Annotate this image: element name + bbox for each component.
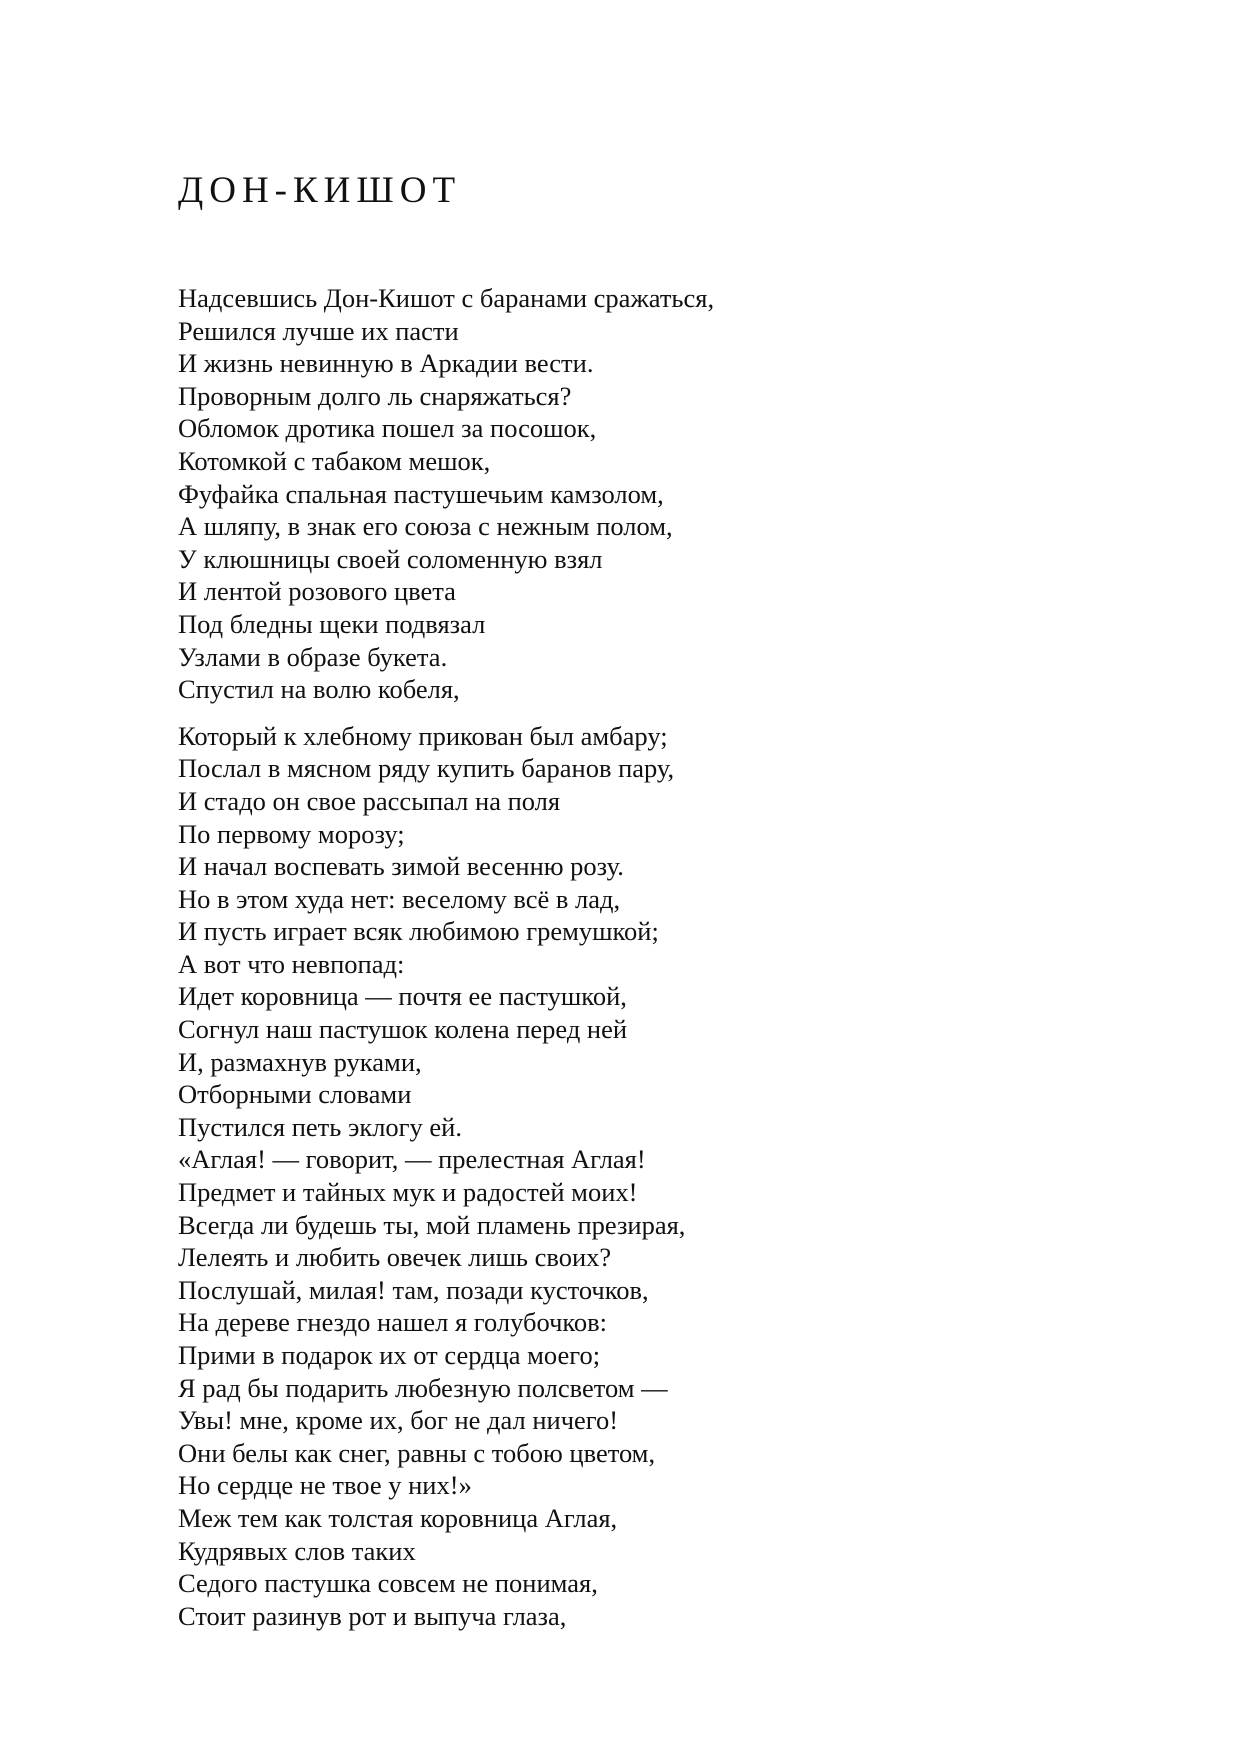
verse-line: И жизнь невинную в Аркадии вести. (178, 348, 594, 379)
verse-line: Но в этом худа нет: веселому всё в лад, (178, 883, 621, 914)
verse-line: Который к хлебному прикован был амбару; (178, 720, 668, 751)
document-page (178, 168, 1178, 1632)
verse-line: Послушай, милая! там, позади кусточков, (178, 1274, 649, 1305)
stanza (178, 720, 1178, 1633)
verse-line: Меж тем как толстая коровница Аглая, (178, 1502, 618, 1533)
verse-line: И, размахнув руками, (178, 1046, 422, 1077)
verse-line: И лентой розового цвета (178, 576, 456, 607)
verse-line: Но сердце не твое у них!» (178, 1470, 472, 1501)
verse-line: Увы! мне, кроме их, бог не дал ничего! (178, 1405, 619, 1436)
verse-line: Обломок дротика пошел за посошок, (178, 413, 597, 444)
verse-line: Отборными словами (178, 1079, 412, 1110)
verse-line: Надсевшись Дон-Кишот с баранами сражаться, (178, 283, 715, 313)
verse-line: Спустил на волю кобеля, (178, 674, 460, 705)
verse-line: По первому морозу; (178, 818, 405, 849)
verse-line: Узлами в образе букета. (178, 641, 448, 672)
verse-line: Идет коровница — почтя ее пастушкой, (178, 981, 627, 1012)
verse-line: «Аглая! — говорит, — прелестная Аглая! (178, 1144, 646, 1175)
verse-line: Котомкой с табаком мешок, (178, 445, 491, 476)
verse-line: А вот что невпопад: (178, 948, 405, 979)
verse-line: Прими в подарок их от сердца моего; (178, 1340, 601, 1370)
verse-line: Послал в мясном ряду купить баранов пару, (178, 753, 675, 784)
verse-line: Согнул наш пастушок колена перед ней (178, 1014, 628, 1045)
verse-line: И начал воспевать зимой весенню розу. (178, 851, 624, 882)
verse-line: У клюшницы своей соломенную взял (178, 543, 603, 574)
verse-line: Кудрявых слов таких (178, 1535, 416, 1566)
verse-line: Под бледны щеки подвязал (178, 608, 486, 639)
verse-line: Они белы как снег, равны с тобою цветом, (178, 1437, 656, 1468)
verse-line: Я рад бы подарить любезную полсветом — (178, 1372, 668, 1403)
verse-line: Седого пастушка совсем не понимая, (178, 1568, 598, 1599)
verse-line: Решился лучше их пасти (178, 315, 459, 346)
verse-line: Всегда ли будешь ты, мой пламень презирая, (178, 1209, 686, 1240)
verse-line: Предмет и тайных мук и радостей моих! (178, 1177, 638, 1208)
verse-line: Проворным долго ль снаряжаться? (178, 380, 572, 411)
verse-line: И пусть играет всяк любимою гремушкой; (178, 916, 659, 947)
poem-body (178, 282, 1178, 1632)
verse-line: И стадо он свое рассыпал на поля (178, 785, 561, 816)
poem-title: ДОН-КИШОТ (178, 170, 462, 211)
verse-line: Стоит разинув рот и выпуча глаза, (178, 1600, 567, 1631)
verse-line: На дереве гнездо нашел я голубочков: (178, 1307, 608, 1338)
verse-line: Фуфайка спальная пастушечьим камзолом, (178, 478, 664, 509)
verse-line: Лелеять и любить овечек лишь своих? (178, 1242, 612, 1273)
verse-line: А шляпу, в знак его союза с нежным полом, (178, 511, 673, 542)
stanza (178, 282, 1178, 706)
verse-line: Пустился петь эклогу ей. (178, 1111, 462, 1142)
